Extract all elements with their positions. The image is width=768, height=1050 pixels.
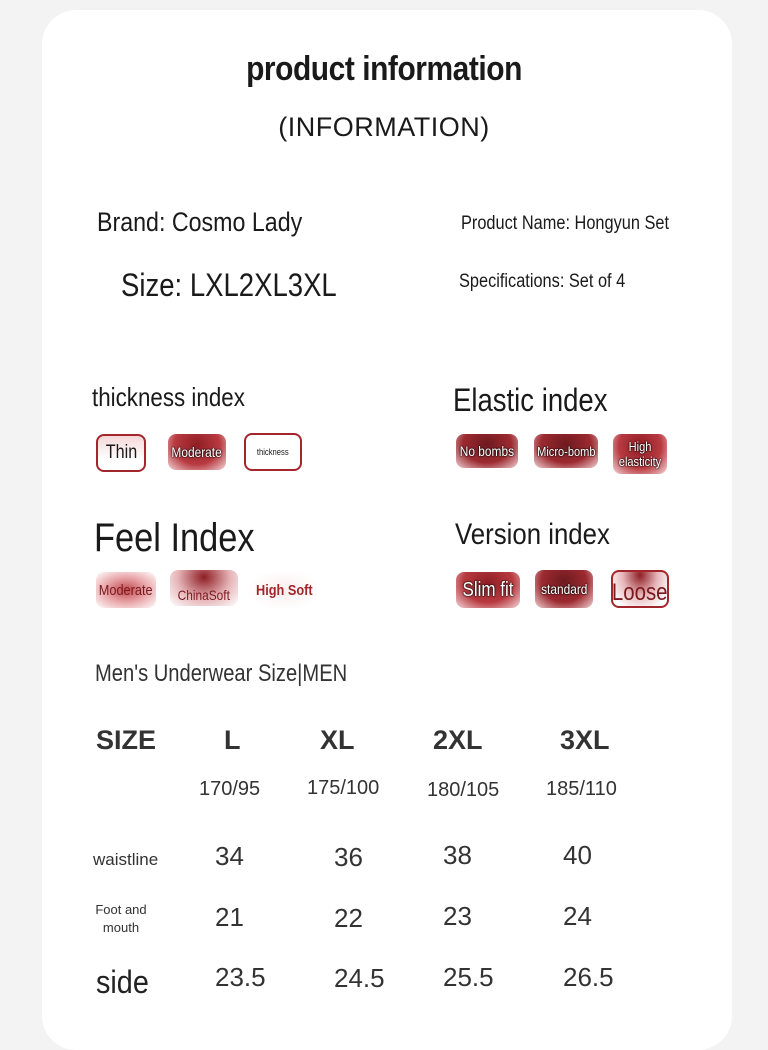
size-column-label: SIZE [96, 725, 157, 755]
elastic-option-high-elasticity: High elasticity [613, 434, 667, 474]
row-label-side: side [96, 964, 149, 1000]
feel-option-moderate: Moderate [96, 572, 156, 608]
product-name-label: Product Name: Hongyun Set [461, 213, 669, 234]
version-index-title: Version index [455, 518, 610, 551]
side-3xl: 26.5 [563, 962, 614, 992]
waistline-l: 34 [215, 841, 244, 871]
waistline-xl: 36 [334, 842, 363, 872]
elastic-option-no-bombs: No bombs [456, 434, 518, 468]
elastic-option-micro-bomb: Micro-bomb [534, 434, 598, 468]
foot-mouth-3xl: 24 [563, 901, 592, 931]
feel-option-chinasoft: ChinaSoft [170, 570, 238, 606]
version-option-loose: Loose [611, 570, 669, 608]
foot-mouth-2xl: 23 [443, 901, 472, 931]
thickness-index-title: thickness index [92, 382, 245, 412]
row-label-foot-and-mouth: Foot and mouth [95, 902, 147, 935]
side-xl: 24.5 [334, 963, 385, 993]
thickness-option-thin: Thin [96, 434, 146, 472]
height-l: 170/95 [199, 778, 261, 800]
size-label: Size: LXL2XL3XL [121, 267, 337, 303]
thickness-option-thickness: thickness [244, 433, 302, 471]
feel-option-high-soft: High Soft [250, 572, 318, 608]
waistline-3xl: 40 [563, 840, 592, 870]
size-header-xl: XL [320, 725, 355, 755]
brand-label: Brand: Cosmo Lady [97, 207, 303, 237]
height-2xl: 180/105 [427, 779, 500, 801]
specifications-label: Specifications: Set of 4 [459, 271, 626, 292]
side-l: 23.5 [215, 962, 266, 992]
elastic-index-title: Elastic index [453, 382, 608, 418]
size-header-l: L [224, 725, 241, 755]
size-table-title: Men's Underwear Size|MEN [95, 660, 348, 687]
row-label-waistline: waistline [93, 850, 159, 869]
page-subtitle: (INFORMATION) [278, 112, 490, 142]
side-2xl: 25.5 [443, 962, 494, 992]
foot-mouth-l: 21 [215, 902, 244, 932]
version-option-slim-fit: Slim fit [456, 572, 520, 608]
feel-index-title: Feel Index [94, 516, 255, 560]
height-3xl: 185/110 [546, 778, 617, 800]
size-header-2xl: 2XL [433, 725, 483, 755]
foot-mouth-xl: 22 [334, 903, 363, 933]
version-option-standard: standard [535, 570, 593, 608]
thickness-option-moderate: Moderate [168, 434, 226, 470]
waistline-2xl: 38 [443, 840, 472, 870]
height-xl: 175/100 [307, 777, 380, 799]
size-header-3xl: 3XL [560, 725, 610, 755]
page-title: product information [246, 50, 522, 88]
